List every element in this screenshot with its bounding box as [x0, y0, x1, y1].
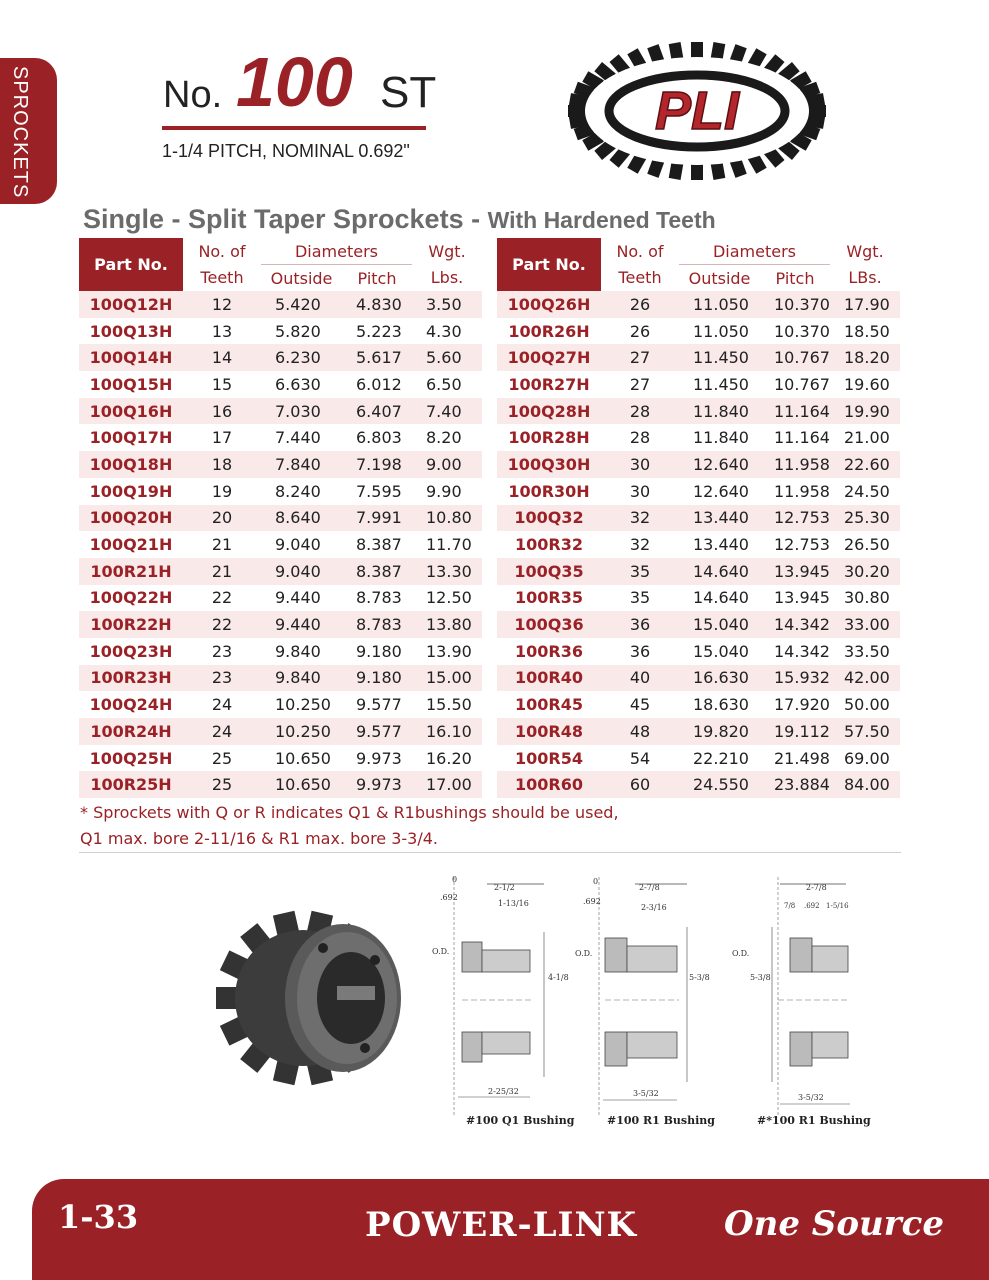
outside-cell: 10.250 [275, 695, 331, 715]
table-row [79, 291, 482, 318]
section-heading [83, 204, 716, 235]
svg-text:2-3/16: 2-3/16 [641, 903, 667, 912]
part-no-cell: 100Q18H [79, 451, 183, 478]
part-no-cell: 100Q36 [497, 611, 601, 638]
part-no-cell: 100R28H [508, 428, 590, 448]
part-no-cell: 100R60 [497, 771, 601, 798]
table-row [79, 691, 482, 718]
part-no-cell: 100Q12H [79, 291, 183, 318]
teeth-cell: 14 [183, 344, 261, 371]
weight-cell: 13.30 [412, 558, 482, 585]
part-no-cell: 100Q30H [497, 451, 601, 478]
sprocket-photo [225, 868, 410, 1138]
title-prefix: No. [163, 74, 223, 116]
weight-cell: 16.20 [426, 748, 472, 768]
weight-cell: 10.80 [412, 505, 482, 532]
star-r1-bushing-caption: #*100 R1 Bushing [757, 1114, 871, 1127]
weight-cell: 30.80 [844, 588, 890, 608]
teeth-cell: 26 [629, 321, 651, 341]
svg-text:O.D.: O.D. [575, 949, 593, 958]
outside-cell: 8.240 [275, 481, 321, 501]
teeth-cell: 26 [601, 291, 679, 318]
part-no-cell: 100Q19H [89, 481, 173, 501]
pitch-cell: 5.223 [356, 321, 402, 341]
weight-cell: 33.00 [830, 611, 900, 638]
heading-sub: With Hardened Teeth [487, 207, 716, 233]
pitch-cell: 9.973 [342, 771, 412, 798]
outside-cell: 5.820 [275, 321, 321, 341]
divider [79, 852, 901, 853]
col-diameters: Diameters [679, 238, 830, 265]
svg-text:3-5/32: 3-5/32 [798, 1093, 824, 1102]
col-part-no: Part No. [497, 238, 601, 291]
pitch-cell: 7.595 [356, 481, 402, 501]
outside-cell: 11.840 [693, 428, 749, 448]
teeth-cell: 23 [183, 665, 261, 692]
table-row [497, 291, 900, 318]
table-row [497, 771, 900, 798]
part-no-cell: 100Q15H [89, 374, 173, 394]
outside-cell: 9.440 [275, 588, 321, 608]
part-no-cell: 100R27H [508, 374, 590, 394]
weight-cell: 19.90 [830, 398, 900, 425]
teeth-cell: 15 [211, 374, 233, 394]
outside-cell: 6.230 [261, 344, 342, 371]
part-no-cell: 100R32 [515, 535, 583, 555]
weight-cell: 3.50 [412, 291, 482, 318]
q1-bushing-caption: #100 Q1 Bushing [466, 1114, 575, 1127]
weight-cell: 26.50 [844, 535, 890, 555]
pitch-cell: 11.958 [760, 451, 830, 478]
weight-cell: 22.60 [830, 451, 900, 478]
weight-cell: 30.20 [830, 558, 900, 585]
pitch-cell: 7.991 [342, 505, 412, 532]
weight-cell: 13.90 [426, 641, 472, 661]
table-row [497, 318, 900, 345]
table-row [79, 611, 482, 638]
part-no-cell: 100Q14H [79, 344, 183, 371]
weight-cell: 50.00 [844, 695, 890, 715]
pitch-cell: 10.767 [760, 344, 830, 371]
part-no-cell: 100Q32 [497, 505, 601, 532]
pitch-cell: 23.884 [760, 771, 830, 798]
pitch-cell: 13.945 [760, 558, 830, 585]
outside-cell: 19.820 [679, 718, 760, 745]
weight-cell: 13.80 [412, 611, 482, 638]
pitch-cell: 5.617 [342, 344, 412, 371]
col-outside: Outside [270, 268, 333, 288]
outside-cell: 7.840 [261, 451, 342, 478]
outside-cell: 11.050 [693, 321, 749, 341]
teeth-cell: 45 [629, 695, 651, 715]
pitch-cell: 7.198 [342, 451, 412, 478]
teeth-cell: 25 [211, 748, 233, 768]
teeth-cell: 35 [629, 588, 651, 608]
col-lbs: Lbs. [430, 268, 464, 288]
part-no-cell: 100R35 [515, 588, 583, 608]
title-underline [162, 126, 426, 130]
outside-cell: 11.840 [679, 398, 760, 425]
outside-cell: 7.440 [275, 428, 321, 448]
teeth-cell: 36 [629, 641, 651, 661]
tagline: One Source [724, 1204, 945, 1244]
part-no-cell: 100Q28H [497, 398, 601, 425]
sprocket-table-left [79, 238, 482, 798]
weight-cell: 15.50 [426, 695, 472, 715]
teeth-cell: 25 [183, 771, 261, 798]
outside-cell: 14.640 [693, 588, 749, 608]
weight-cell: 4.30 [426, 321, 462, 341]
outside-cell: 14.640 [679, 558, 760, 585]
part-no-cell: 100Q16H [79, 398, 183, 425]
part-no-cell: 100R54 [515, 748, 583, 768]
table-row [79, 585, 482, 612]
pitch-cell: 11.164 [774, 428, 830, 448]
col-outside: Outside [688, 268, 751, 288]
svg-text:O.D.: O.D. [432, 947, 450, 956]
table-row [79, 424, 482, 451]
weight-cell: 18.20 [830, 344, 900, 371]
teeth-cell: 20 [183, 505, 261, 532]
weight-cell: 9.90 [426, 481, 462, 501]
part-no-cell: 100Q24H [89, 695, 173, 715]
table-row [497, 745, 900, 772]
svg-text:0: 0 [593, 877, 599, 886]
teeth-cell: 12 [183, 291, 261, 318]
outside-cell: 15.040 [693, 641, 749, 661]
table-row [79, 398, 482, 425]
svg-text:.692: .692 [583, 897, 601, 906]
table-row [79, 745, 482, 772]
table-row [497, 585, 900, 612]
weight-cell: 17.00 [412, 771, 482, 798]
pli-logo [565, 45, 830, 180]
brand-name: POWER-LINK [365, 1205, 638, 1245]
part-no-cell: 100R40 [497, 665, 601, 692]
teeth-cell: 22 [211, 588, 233, 608]
section-tab [0, 58, 57, 204]
outside-cell: 8.640 [261, 505, 342, 532]
bushing-note: * Sprockets with Q or R indicates Q1 & R1bushings should be used, [80, 803, 619, 822]
col-teeth: Teeth [200, 268, 244, 288]
outside-cell: 5.420 [261, 291, 342, 318]
col-pitch: Pitch [775, 268, 815, 288]
teeth-cell: 27 [601, 344, 679, 371]
weight-cell: 17.90 [830, 291, 900, 318]
pitch-cell: 13.945 [774, 588, 830, 608]
weight-cell: 12.50 [426, 588, 472, 608]
part-no-cell: 100R26H [508, 321, 590, 341]
teeth-cell: 24 [183, 718, 261, 745]
svg-text:0: 0 [452, 875, 458, 884]
logo-text: PLI [654, 81, 740, 141]
title-number: 100 [236, 43, 353, 121]
pitch-cell: 8.783 [342, 611, 412, 638]
pitch-cell: 4.830 [342, 291, 412, 318]
table-row [497, 691, 900, 718]
svg-text:2-7/8: 2-7/8 [806, 883, 827, 892]
weight-cell: 33.50 [844, 641, 890, 661]
weight-cell: 18.50 [844, 321, 890, 341]
pitch-cell: 6.803 [356, 428, 402, 448]
section-tab-label: SPROCKETS [9, 66, 31, 199]
part-no-cell: 100R36 [515, 641, 583, 661]
svg-text:2-1/2: 2-1/2 [494, 883, 515, 892]
teeth-cell: 22 [183, 611, 261, 638]
table-row [79, 478, 482, 505]
pitch-subtitle: 1-1/4 PITCH, NOMINAL 0.692" [162, 141, 410, 161]
pitch-cell: 9.973 [356, 748, 402, 768]
teeth-cell: 17 [211, 428, 233, 448]
table-row [497, 558, 900, 585]
svg-text:O.D.: O.D. [732, 949, 750, 958]
table-row [497, 398, 900, 425]
page-number: 1-33 [58, 1198, 139, 1236]
col-pitch: Pitch [357, 268, 397, 288]
part-no-cell: 100Q20H [79, 505, 183, 532]
outside-cell: 9.840 [261, 665, 342, 692]
heading-main: Single - Split Taper Sprockets - [83, 204, 488, 234]
pitch-cell: 12.753 [760, 505, 830, 532]
svg-text:5-3/8: 5-3/8 [689, 973, 710, 982]
table-row [497, 371, 900, 398]
svg-text:.692: .692 [804, 902, 820, 910]
pitch-cell: 10.370 [774, 321, 830, 341]
weight-cell: 9.00 [412, 451, 482, 478]
pitch-cell: 21.498 [774, 748, 830, 768]
table-row [79, 451, 482, 478]
table-row [79, 531, 482, 558]
pitch-cell: 14.342 [760, 611, 830, 638]
outside-cell: 6.630 [275, 374, 321, 394]
weight-cell: 69.00 [844, 748, 890, 768]
r1-bushing-caption: #100 R1 Bushing [607, 1114, 715, 1127]
weight-cell: 19.60 [844, 374, 890, 394]
weight-cell: 24.50 [844, 481, 890, 501]
pitch-cell: 9.180 [342, 665, 412, 692]
bore-note: Q1 max. bore 2-11/16 & R1 max. bore 3-3/4. [80, 829, 439, 848]
table-row [79, 638, 482, 665]
pitch-cell: 9.180 [356, 641, 402, 661]
table-row [79, 558, 482, 585]
teeth-cell: 28 [601, 398, 679, 425]
weight-cell: 84.00 [830, 771, 900, 798]
outside-cell: 11.450 [679, 344, 760, 371]
svg-text:7/8: 7/8 [784, 902, 796, 910]
part-no-cell: 100R30H [508, 481, 590, 501]
pitch-cell: 8.387 [342, 558, 412, 585]
weight-cell: 15.00 [412, 665, 482, 692]
col-lbs: LBs. [848, 268, 882, 288]
svg-text:.692: .692 [440, 893, 458, 902]
svg-text:5-3/8: 5-3/8 [750, 973, 771, 982]
weight-cell: 11.70 [426, 535, 472, 555]
svg-text:1-13/16: 1-13/16 [498, 899, 529, 908]
part-no-cell: 100Q35 [497, 558, 601, 585]
teeth-cell: 30 [629, 481, 651, 501]
teeth-cell: 27 [629, 374, 651, 394]
pitch-cell: 6.407 [342, 398, 412, 425]
part-no-cell: 100R22H [79, 611, 183, 638]
teeth-cell: 32 [601, 505, 679, 532]
part-no-cell: 100R45 [515, 695, 583, 715]
part-no-cell: 100Q17H [89, 428, 173, 448]
table-row [497, 611, 900, 638]
table-row [79, 344, 482, 371]
part-no-cell: 100R21H [79, 558, 183, 585]
table-row [79, 718, 482, 745]
pitch-cell: 15.932 [760, 665, 830, 692]
outside-cell: 9.840 [275, 641, 321, 661]
svg-text:4-1/8: 4-1/8 [548, 973, 569, 982]
table-row [497, 505, 900, 532]
teeth-cell: 24 [211, 695, 233, 715]
teeth-cell: 13 [211, 321, 233, 341]
outside-cell: 15.040 [679, 611, 760, 638]
outside-cell: 9.440 [261, 611, 342, 638]
pitch-cell: 17.920 [774, 695, 830, 715]
q1-bushing-drawing [432, 872, 569, 1132]
col-part-no: Part No. [79, 238, 183, 291]
outside-cell: 10.650 [275, 748, 331, 768]
pitch-cell: 6.012 [356, 374, 402, 394]
col-wgt: Wgt. [428, 241, 466, 261]
star-r1-bushing-drawing [728, 872, 858, 1132]
svg-text:3-5/32: 3-5/32 [633, 1089, 659, 1098]
outside-cell: 22.210 [693, 748, 749, 768]
table-row [79, 318, 482, 345]
part-no-cell: 100Q21H [89, 535, 173, 555]
pitch-cell: 9.577 [356, 695, 402, 715]
table-row [497, 718, 900, 745]
sprocket-table-right [497, 238, 900, 798]
table-row [79, 505, 482, 532]
teeth-cell: 21 [211, 535, 233, 555]
outside-cell: 9.040 [275, 535, 321, 555]
part-no-cell: 100Q13H [89, 321, 173, 341]
pitch-cell: 8.783 [356, 588, 402, 608]
table-row [497, 344, 900, 371]
teeth-cell: 18 [183, 451, 261, 478]
pitch-cell: 11.164 [760, 398, 830, 425]
part-no-cell: 100R23H [79, 665, 183, 692]
teeth-cell: 28 [629, 428, 651, 448]
col-no-of: No. of [616, 241, 664, 261]
weight-cell: 16.10 [412, 718, 482, 745]
table-row [79, 665, 482, 692]
weight-cell: 25.30 [830, 505, 900, 532]
weight-cell: 57.50 [830, 718, 900, 745]
outside-cell: 10.650 [261, 771, 342, 798]
weight-cell: 21.00 [844, 428, 890, 448]
pitch-cell: 9.577 [342, 718, 412, 745]
teeth-cell: 19 [211, 481, 233, 501]
teeth-cell: 54 [629, 748, 651, 768]
weight-cell: 5.60 [412, 344, 482, 371]
outside-cell: 7.030 [261, 398, 342, 425]
svg-text:2-7/8: 2-7/8 [639, 883, 660, 892]
outside-cell: 12.640 [693, 481, 749, 501]
part-no-cell: 100Q22H [89, 588, 173, 608]
outside-cell: 24.550 [679, 771, 760, 798]
part-no-cell: 100R48 [497, 718, 601, 745]
col-no-of: No. of [198, 241, 246, 261]
part-no-cell: 100Q27H [497, 344, 601, 371]
weight-cell: 7.40 [412, 398, 482, 425]
part-no-cell: 100R24H [79, 718, 183, 745]
pitch-cell: 14.342 [774, 641, 830, 661]
part-no-cell: 100Q25H [89, 748, 173, 768]
weight-cell: 42.00 [830, 665, 900, 692]
outside-cell: 12.640 [679, 451, 760, 478]
teeth-cell: 60 [601, 771, 679, 798]
r1-bushing-drawing [575, 872, 710, 1132]
outside-cell: 13.440 [679, 505, 760, 532]
pitch-cell: 19.112 [760, 718, 830, 745]
part-no-cell: 100Q26H [497, 291, 601, 318]
svg-text:1-5/16: 1-5/16 [826, 902, 849, 910]
part-no-cell: 100R25H [79, 771, 183, 798]
outside-cell: 9.040 [261, 558, 342, 585]
table-row [497, 531, 900, 558]
teeth-cell: 36 [601, 611, 679, 638]
teeth-cell: 35 [601, 558, 679, 585]
teeth-cell: 48 [601, 718, 679, 745]
svg-text:2-25/32: 2-25/32 [488, 1087, 519, 1096]
part-no-cell: 100Q23H [89, 641, 173, 661]
pitch-cell: 11.958 [774, 481, 830, 501]
col-diameters: Diameters [261, 238, 412, 265]
weight-cell: 6.50 [426, 374, 462, 394]
table-row [497, 665, 900, 692]
outside-cell: 11.050 [679, 291, 760, 318]
col-teeth: Teeth [618, 268, 662, 288]
outside-cell: 11.450 [693, 374, 749, 394]
table-row [497, 638, 900, 665]
pitch-cell: 12.753 [774, 535, 830, 555]
col-wgt: Wgt. [846, 241, 884, 261]
outside-cell: 16.630 [679, 665, 760, 692]
table-row [79, 771, 482, 798]
title-suffix: ST [380, 68, 437, 117]
teeth-cell: 16 [183, 398, 261, 425]
teeth-cell: 30 [601, 451, 679, 478]
teeth-cell: 23 [211, 641, 233, 661]
table-row [497, 451, 900, 478]
teeth-cell: 21 [183, 558, 261, 585]
pitch-cell: 10.370 [760, 291, 830, 318]
table-row [79, 371, 482, 398]
outside-cell: 18.630 [693, 695, 749, 715]
pitch-cell: 8.387 [356, 535, 402, 555]
table-row [497, 478, 900, 505]
table-row [497, 424, 900, 451]
pitch-cell: 10.767 [774, 374, 830, 394]
teeth-cell: 32 [629, 535, 651, 555]
teeth-cell: 40 [601, 665, 679, 692]
weight-cell: 8.20 [426, 428, 462, 448]
outside-cell: 13.440 [693, 535, 749, 555]
outside-cell: 10.250 [261, 718, 342, 745]
